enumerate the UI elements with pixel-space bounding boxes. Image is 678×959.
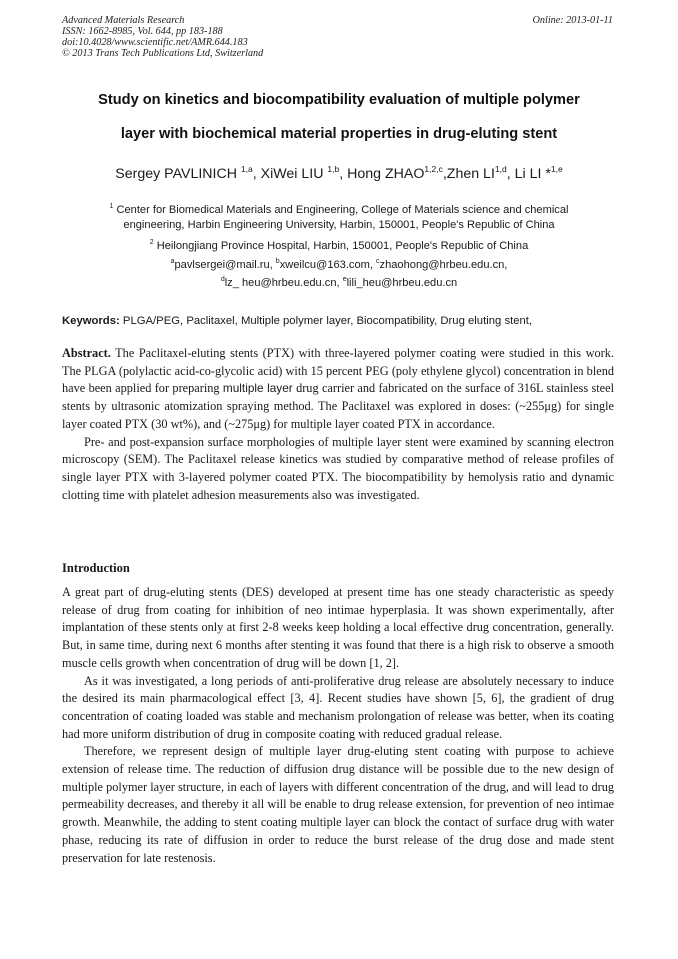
affiliation-1-line-1 xyxy=(40,203,638,217)
author-affil-mark: 1,a xyxy=(240,164,253,174)
email-address: xweilcu@163.com, xyxy=(279,259,377,271)
affil-text: Heilongjiang Province Hospital, Harbin, 150001, People's Republic of China xyxy=(153,240,529,252)
author-separator: , xyxy=(442,166,447,182)
author-list xyxy=(30,166,648,182)
abstract-paragraph-1 xyxy=(62,345,614,434)
journal-name: Advanced Materials Research xyxy=(62,15,185,26)
author-name: Hong ZHAO xyxy=(347,166,425,182)
journal-copyright: © 2013 Trans Tech Publications Ltd, Switzerland xyxy=(62,48,264,59)
keywords-text: PLGA/PEG, Paclitaxel, Multiple polymer layer, Biocompatibility, Drug eluting stent, xyxy=(119,315,533,327)
journal-issn: ISSN: 1662-8985, Vol. 644, pp 183-188 xyxy=(62,26,223,37)
author-name: Li LI * xyxy=(514,166,551,182)
author-name: Sergey PAVLINICH xyxy=(115,166,241,182)
email-address: lz_ heu@hrbeu.edu.cn, xyxy=(224,277,343,289)
email-address: pavlsergei@mail.ru, xyxy=(174,259,276,271)
keywords-label: Keywords: xyxy=(62,315,120,327)
email-address: lili_heu@hrbeu.edu.cn xyxy=(346,277,458,289)
email-mark: c xyxy=(376,258,380,265)
journal-header xyxy=(62,15,263,59)
email-mark: a xyxy=(170,258,175,265)
author-affil-mark: 1,e xyxy=(550,164,563,174)
email-line-1 xyxy=(40,258,638,272)
email-address: zhaohong@hrbeu.edu.cn, xyxy=(379,259,508,271)
abstract-text: drug carrier and fabricated on the surface of 316L stainless steel stents by ultrasonic atomization spraying method. The Paclitaxel was explored in doses: (~255μg) for single layer coated PTX (30 wt%), and (~275μg) for multiple layer coated PTX in accordance. xyxy=(62,381,615,431)
introduction-body xyxy=(62,584,614,867)
paper-title-line-1: Study on kinetics and biocompatibility evaluation of multiple polymer xyxy=(98,92,580,108)
affiliation-1-line-2: engineering, Harbin Engineering University, Harbin, 150001, People's Republic of China xyxy=(123,219,555,231)
email-mark: e xyxy=(342,276,347,283)
author-separator: , xyxy=(339,166,348,182)
keywords xyxy=(62,315,622,327)
email-mark: d xyxy=(220,276,225,283)
author-affil-mark: 1,b xyxy=(327,164,340,174)
intro-paragraph-3: Therefore, we represent design of multiple layer drug-eluting stent coating with purpose to achieve extension of release time. The reduction of diffusion drug distance will be possible due to the new design of multiple polymer layer structure, in each of layers with different concentration of the drug, and will lead to drug permeability decreases, and thereby it all will be enable to drug release extension, for prevention of neo intimae growth. Meanwhile, the adding to stent coating multiple layer can block the contact of surface drug with water phase, reducing its rate of diffusion in order to reduce the burst release of the drug dose and made stent preservation for late restenosis. xyxy=(62,744,614,865)
introduction-heading: Introduction xyxy=(62,561,130,575)
author-separator: , xyxy=(506,166,515,182)
author-name: XiWei LIU xyxy=(260,166,328,182)
online-date: Online: 2013-01-11 xyxy=(532,15,613,26)
abstract-label: Abstract. xyxy=(62,346,111,360)
intro-paragraph-1: A great part of drug-eluting stents (DES) developed at present time has one steady characteristic as speedy release of drug from coating for inhibition of neo intimae hyperplasia. It was shown experimentally, after implantation of these stents only at first 2-8 weeks keep holding a local effective drug concentration, generally. But, in same time, during next 6 months after stenting it was found that there is a high risk to observe a smooth muscle cells growth when concentration of drug will be down [1, 2]. xyxy=(62,585,614,670)
affil-mark: 1 xyxy=(109,203,114,210)
author-affil-mark: 1,d xyxy=(494,164,507,174)
abstract-paragraph-2: Pre- and post-expansion surface morphologies of multiple layer stent were examined by scanning electron microscopy (SEM). The Paclitaxel release kinetics was studied by comparative method of release profiles of single layer PTX with 3-layered polymer coated PTX. The biocompatibility by hemolysis ratio and dynamic clotting time with platelet adhesion measurements also was investigated. xyxy=(62,434,614,502)
paper-title-line-2: layer with biochemical material properties in drug-eluting stent xyxy=(120,126,558,142)
email-line-2 xyxy=(40,276,638,290)
author-separator: , xyxy=(252,166,261,182)
intro-paragraph-2: As it was investigated, a long periods of anti-proliferative drug release are absolutely necessary to induce the desired its main pharmacological effect [3, 4]. Recent studies have shown [5, 6], the gradient of drug concentration of coating loaded was stable and mechanism prolongation of release was better, when its coating had more uniform distribution of drug in composite coating with reduced gradual release. xyxy=(62,673,614,741)
abstract-text-sans: multiple layer xyxy=(222,381,293,396)
journal-doi: doi:10.4028/www.scientific.net/AMR.644.183 xyxy=(62,37,248,48)
author-name: Zhen LI xyxy=(446,166,495,182)
abstract xyxy=(62,345,614,504)
affiliation-2 xyxy=(40,239,638,253)
email-mark: b xyxy=(275,258,280,265)
affil-text: Center for Biomedical Materials and Engineering, College of Materials science and chemical xyxy=(113,204,569,216)
abstract-text: The Paclitaxel-eluting stents (PTX) with three-layered polymer coating were studied in this work. The PLGA (polylactic acid-co-glycolic acid) with 15 percent PEG (poly ethylene glycol) concentration in blend have been applied for preparing xyxy=(62,346,614,396)
affil-mark: 2 xyxy=(149,239,154,246)
author-affil-mark: 1,2,c xyxy=(424,164,443,174)
